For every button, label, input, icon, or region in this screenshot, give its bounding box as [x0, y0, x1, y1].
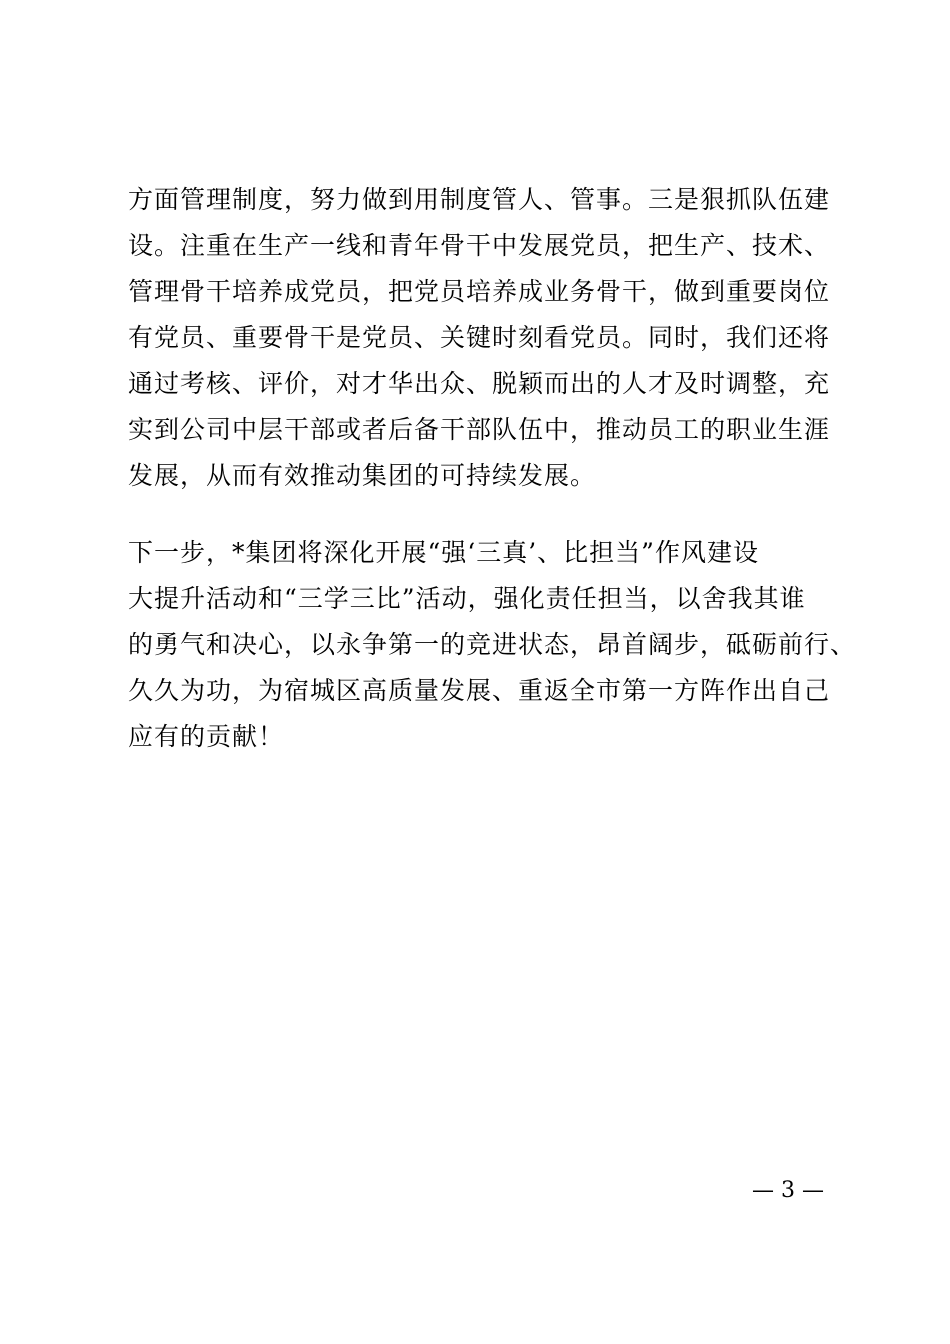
text-line: 的勇气和决心，以永争第一的竞进状态，昂首阔步，砥砺前行、 [128, 630, 857, 659]
text-line: 大提升活动和“三学三比”活动，强化责任担当，以舍我其谁 [128, 584, 806, 613]
text-line: 下一步，*集团将深化开展“强‘三真’、比担当”作风建设 [128, 538, 759, 567]
text-line: 方面管理制度，努力做到用制度管人、管事。三是狠抓队伍建 [128, 185, 831, 214]
page-number: — 3 — [752, 1178, 824, 1203]
text-line: 通过考核、评价，对才华出众、脱颖而出的人才及时调整，充 [128, 369, 831, 398]
text-line: 管理骨干培养成党员，把党员培养成业务骨干，做到重要岗位 [128, 277, 831, 306]
text-line: 有党员、重要骨干是党员、关键时刻看党员。同时，我们还将 [128, 323, 831, 352]
paragraph-team-building [128, 177, 831, 499]
paragraph-next-steps [128, 530, 857, 760]
text-line: 久久为功，为宿城区高质量发展、重返全市第一方阵作出自己 [128, 676, 831, 705]
text-line: 设。注重在生产一线和青年骨干中发展党员，把生产、技术、 [128, 231, 831, 260]
text-line: 应有的贡献！ [128, 722, 285, 751]
text-line: 发展，从而有效推动集团的可持续发展。 [128, 461, 597, 490]
text-line: 实到公司中层干部或者后备干部队伍中，推动员工的职业生涯 [128, 415, 831, 444]
